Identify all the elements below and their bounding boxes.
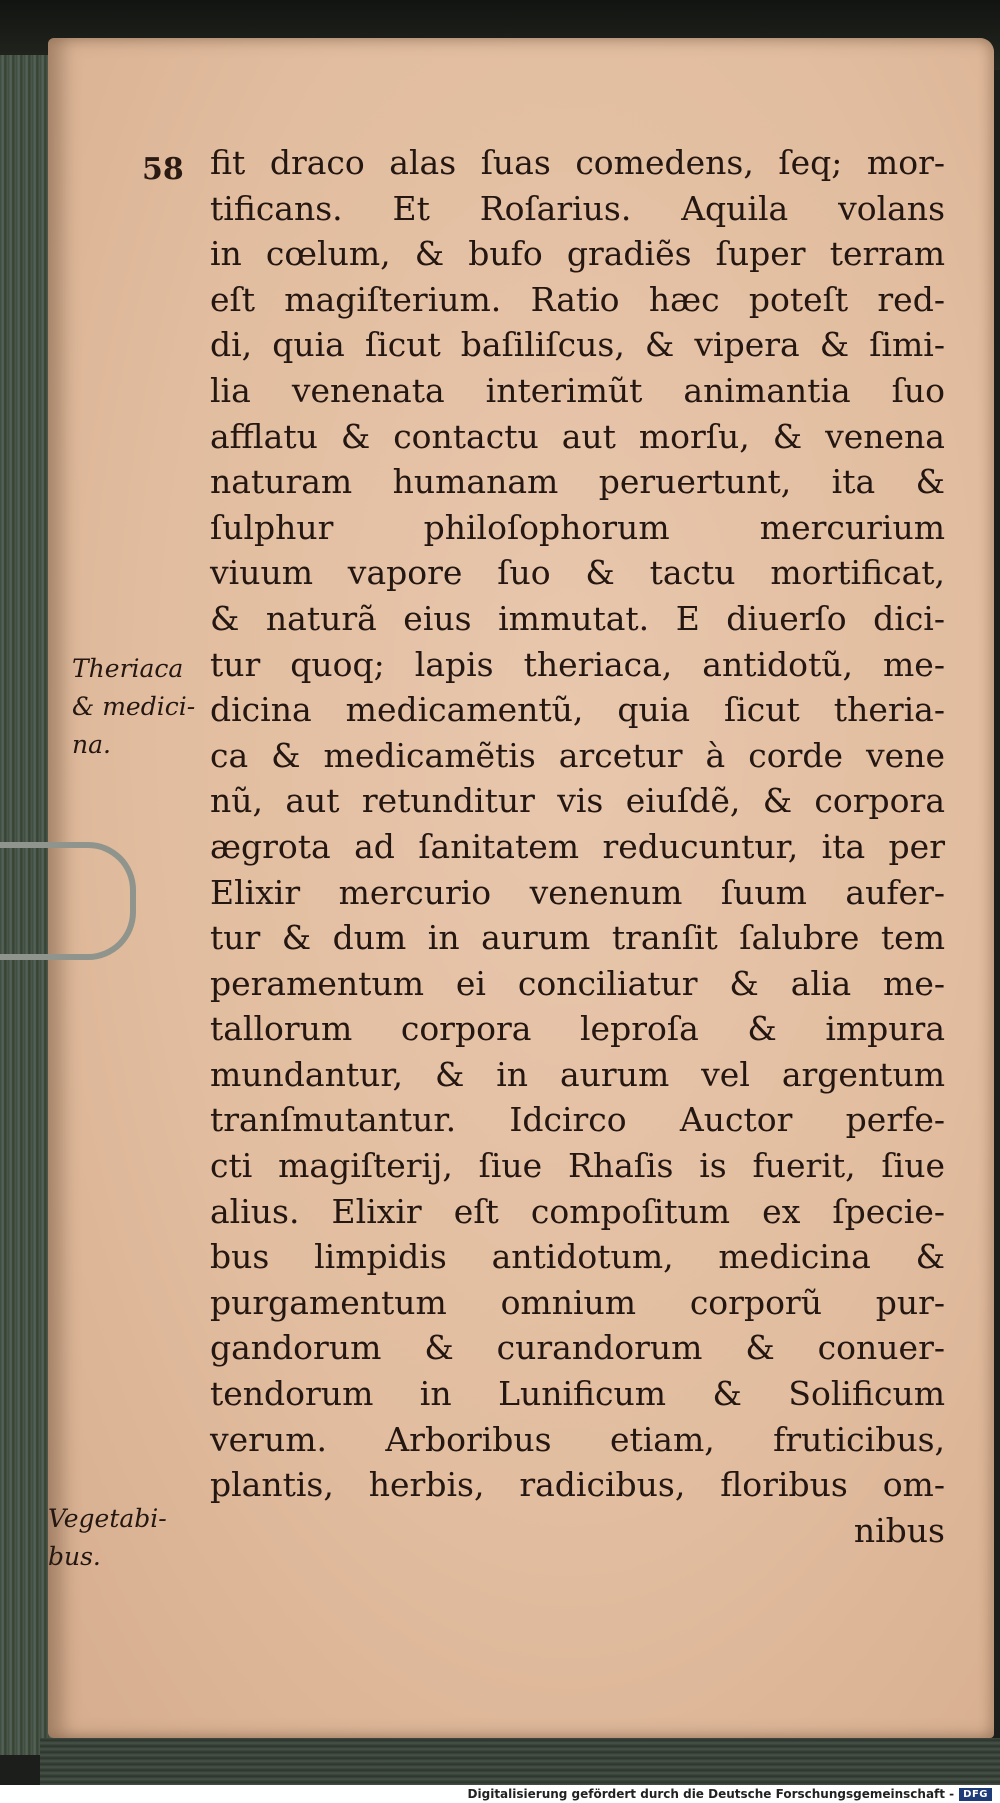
margin-note-line: Vegetabi-: [48, 1504, 167, 1533]
text-line: alius. Elixir eſt compoſitum ex ſpecie-: [210, 1191, 945, 1231]
text-line: bus limpidis antidotum, medicina &: [210, 1237, 945, 1277]
text-line: ca & medicamẽtis arcetur à corde vene: [210, 735, 945, 775]
text-line: tificans. Et Roſarius. Aquila volans: [210, 188, 945, 228]
text-line: purgamentum omnium corporũ pur-: [210, 1282, 945, 1322]
dfg-logo: DFG: [959, 1788, 992, 1801]
text-line: lia venenata interimũt animantia ſuo: [210, 370, 945, 410]
text-line: ſulphur philoſophorum mercurium: [210, 507, 945, 547]
text-line: peramentum ei conciliatur & alia me-: [210, 963, 945, 1003]
text-line: di, quia ſicut baſiliſcus, & vipera & ſimi-: [210, 325, 945, 365]
text-line: nũ, aut retunditur vis eiuſdẽ, & corpora: [210, 781, 945, 821]
text-line: gandorum & curandorum & conuer-: [210, 1328, 945, 1368]
page-edges-bottom: [40, 1738, 1000, 1788]
text-line: tur quoq; lapis theriaca, antidotũ, me-: [210, 644, 945, 684]
text-line: tallorum corpora leproſa & impura: [210, 1009, 945, 1049]
text-line: Elixir mercurio venenum ſuum aufer-: [210, 872, 945, 912]
text-line: viuum vapore ſuo & tactu mortificat,: [210, 553, 945, 593]
text-line: eſt magiſterium. Ratio hæc poteſt red-: [210, 279, 945, 319]
text-line: cti magiſterij, ſiue Rhaſis is fuerit, ſiue: [210, 1146, 945, 1186]
page-number: 58: [142, 152, 184, 187]
text-line: tranſmutantur. Idcirco Auctor perfe-: [210, 1100, 945, 1140]
catchword: nibus: [853, 1510, 945, 1550]
body-text: [210, 140, 945, 1553]
margin-note-vegetabilibus: [48, 1500, 167, 1576]
text-line: in cœlum, & bufo gradiẽs ſuper terram: [210, 234, 945, 274]
text-line: & naturã eius immutat. E diuerſo dici-: [210, 598, 945, 638]
margin-note-line: bus.: [48, 1542, 101, 1571]
text-line: ægrota ad ſanitatem reducuntur, ita per: [210, 826, 945, 866]
funding-credit-text: Digitalisierung gefördert durch die Deutsche Forschungsgemeinschaft -: [467, 1787, 955, 1801]
page-clip: [0, 842, 136, 960]
margin-note-theriaca: [72, 650, 195, 764]
text-line: naturam humanam peruertunt, ita &: [210, 462, 945, 502]
text-line: tendorum in Lunificum & Solificum: [210, 1374, 945, 1414]
text-line: plantis, herbis, radicibus, floribus om-: [210, 1465, 945, 1505]
margin-note-line: Theriaca: [72, 654, 184, 683]
margin-note-line: & medici-: [72, 692, 196, 721]
text-line: afflatu & contactu aut morſu, & venena: [210, 416, 945, 456]
text-line: verum. Arboribus etiam, fruticibus,: [210, 1419, 945, 1459]
funding-credit: [464, 1785, 992, 1803]
text-line: fit draco alas ſuas comedens, ſeq; mor-: [210, 143, 945, 182]
text-line: tur & dum in aurum tranſit ſalubre tem: [210, 918, 945, 958]
text-line: dicina medicamentũ, quia ſicut theria-: [210, 690, 945, 730]
text-line: mundantur, & in aurum vel argentum: [210, 1054, 945, 1094]
margin-note-line: na.: [72, 730, 111, 759]
